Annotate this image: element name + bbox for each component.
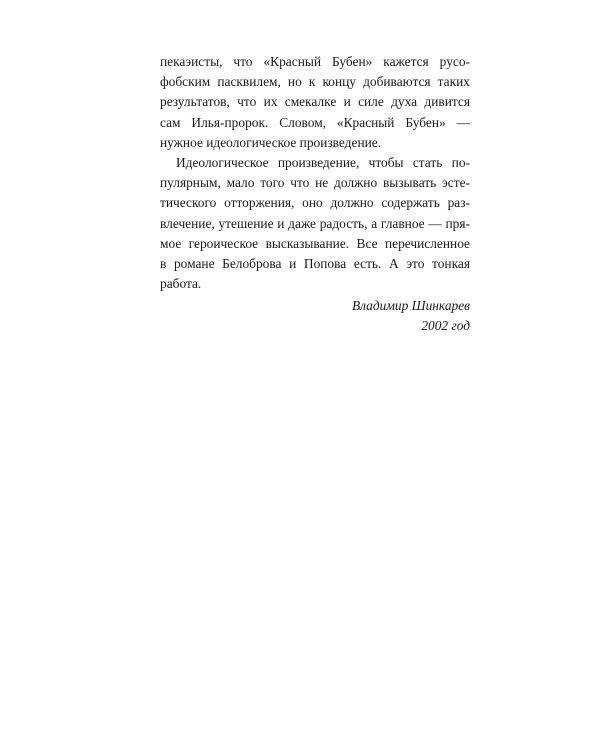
signature-author: Владимир Шинкарев [351, 298, 470, 314]
text-line: в романе Белоброва и Попова есть. А это тонкая [160, 255, 470, 271]
text-line: нужное идеологическое произведение. [160, 134, 382, 150]
signature-block [160, 296, 470, 336]
text-line: влечение, утешение и даже радость, а главное — пря- [160, 215, 470, 231]
text-line: Идеологическое произведение, чтобы стать по- [176, 154, 470, 170]
signature-year: 2002 год [421, 318, 470, 334]
text-line: результатов, что их смекалке и силе духа дивится [160, 94, 470, 110]
paragraph-1 [160, 52, 470, 153]
text-line: фобским пасквилем, но к концу добиваются таких [160, 74, 470, 90]
text-line: пулярным, мало того что не должно вызывать эсте- [160, 175, 470, 191]
text-line: работа. [160, 276, 202, 292]
text-line: мое героическое высказывание. Все перечисленное [160, 235, 470, 251]
paragraph-2 [160, 153, 470, 294]
text-line: сам Илья-пророк. Словом, «Красный Бубен» — [160, 114, 470, 130]
text-line: тического отторжения, оно должно содержать раз- [160, 195, 470, 211]
text-line: пекаэисты, что «Красный Бубен» кажется русо- [160, 54, 470, 69]
body-text [160, 52, 470, 337]
